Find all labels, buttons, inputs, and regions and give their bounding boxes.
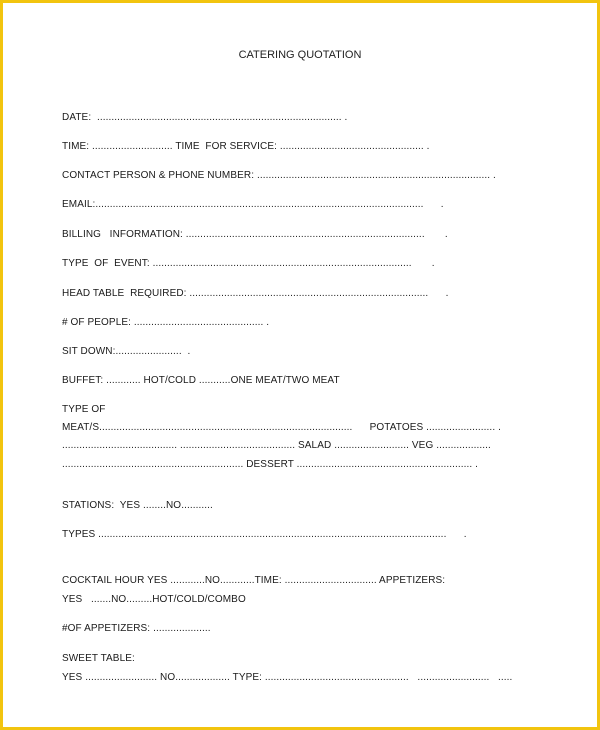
salad-field: ........................................ ........................................ SALAD .......................... VEG ................... xyxy=(62,440,491,451)
event-type-field: TYPE OF EVENT: .......................................................................................... . xyxy=(62,258,435,269)
billing-field: BILLING INFORMATION: ................................................................................... . xyxy=(62,229,448,240)
head-table-field: HEAD TABLE REQUIRED: ................................................................................... . xyxy=(62,288,449,299)
sit-down-field: SIT DOWN:....................... . xyxy=(62,346,191,357)
page-title: CATERING QUOTATION xyxy=(238,49,362,61)
contact-field: CONTACT PERSON & PHONE NUMBER: ................................................................................. . xyxy=(62,170,496,181)
type-of-label: TYPE OF xyxy=(62,404,106,415)
buffet-field: BUFFET: ............ HOT/COLD ...........ONE MEAT/TWO MEAT xyxy=(62,375,340,386)
date-field: DATE: ..................................................................................... . xyxy=(62,112,348,123)
appetizers-count-field: #OF APPETIZERS: .................... xyxy=(62,623,211,634)
email-field: EMAIL:.................................................................................................................. . xyxy=(62,199,444,210)
cocktail-options-field: YES .......NO.........HOT/COLD/COMBO xyxy=(62,594,246,605)
time-field: TIME: ............................ TIME FOR SERVICE: .................................................. . xyxy=(62,141,430,152)
types-field: TYPES ......................................................................................................................... . xyxy=(62,529,467,540)
stations-field: STATIONS: YES ........NO........... xyxy=(62,500,213,511)
document-page xyxy=(3,3,597,727)
meats-field: MEAT/S........................................................................................ POTATOES ........................ . xyxy=(62,422,501,433)
sweet-table-label: SWEET TABLE: xyxy=(62,653,135,664)
dessert-field: ............................................................... DESSERT ............................................................. . xyxy=(62,459,478,470)
cocktail-hour-field: COCKTAIL HOUR YES ............NO............TIME: ................................ APPETIZERS: xyxy=(62,575,446,586)
sweet-table-field: YES ......................... NO................... TYPE: .................................................. ......................... ..... xyxy=(62,672,513,683)
people-field: # OF PEOPLE: ............................................. . xyxy=(62,317,270,328)
